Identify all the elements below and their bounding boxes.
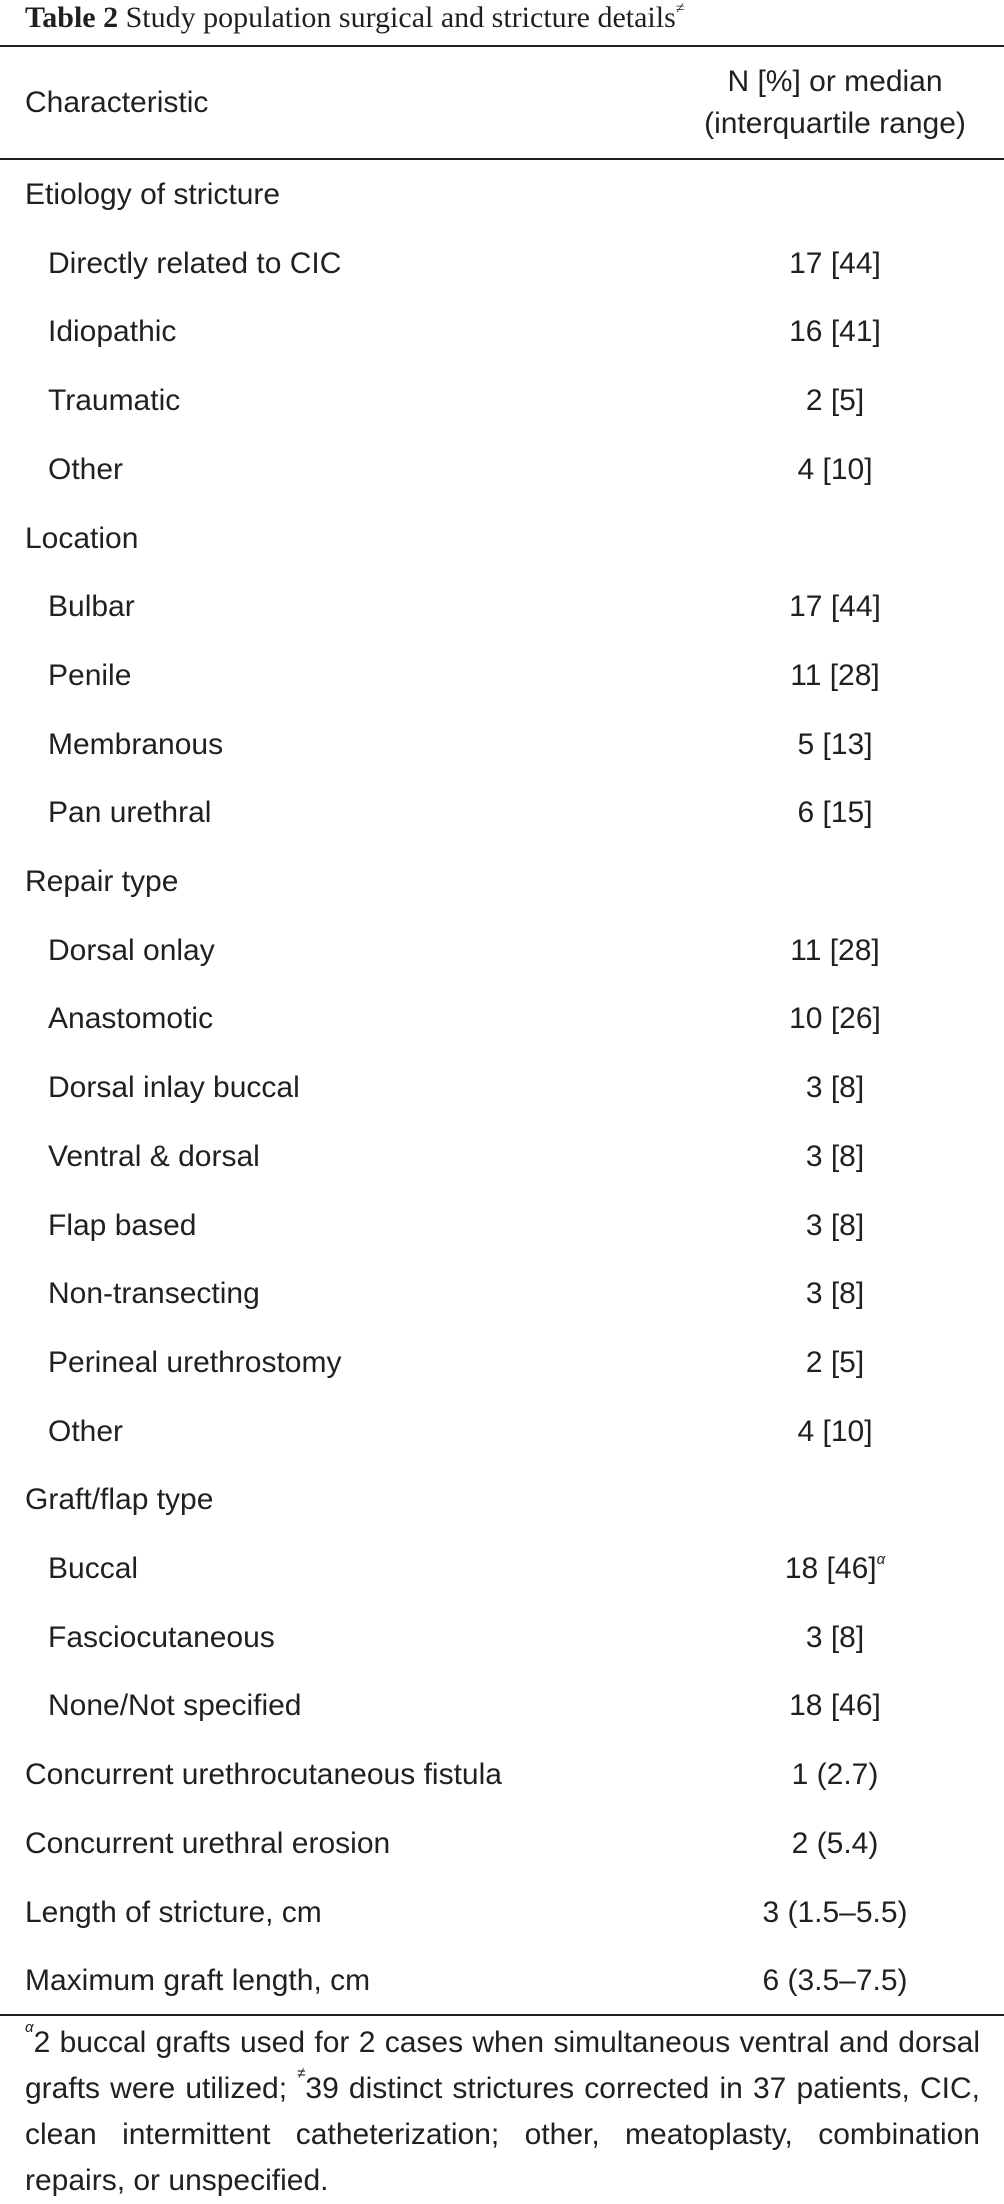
row-value <box>660 1689 1004 1723</box>
table-row <box>0 1053 1004 1121</box>
table-row <box>0 160 1004 228</box>
footnote-alpha-mark: α <box>25 2019 34 2036</box>
row-value-text: 6 (3.5–7.5) <box>762 1964 908 1998</box>
row-value-text: 3 (1.5–5.5) <box>762 1895 908 1929</box>
row-label: Perineal urethrostomy <box>48 1345 342 1379</box>
table-row <box>0 916 1004 984</box>
table-row <box>0 572 1004 640</box>
table-row <box>0 984 1004 1052</box>
footnote-alpha-text: 2 buccal grafts used for 2 cases when simultaneous ventral and dorsal grafts were utilized; <box>25 2026 980 2105</box>
row-value-text: 4 [10] <box>797 452 873 486</box>
row-value-text: 6 [15] <box>797 796 873 830</box>
row-label: Other <box>48 1414 124 1448</box>
row-value <box>660 1415 1004 1449</box>
row-value-text: 18 [46] <box>784 1552 877 1585</box>
row-value <box>660 384 1004 418</box>
table-row <box>0 1809 1004 1877</box>
row-label: Buccal <box>48 1552 139 1585</box>
table-row <box>0 366 1004 434</box>
row-value-text: 11 [28] <box>790 933 880 967</box>
table-label: Table 2 <box>25 1 119 34</box>
row-value-text: 16 [41] <box>789 315 881 349</box>
row-value <box>660 1964 1004 1998</box>
row-value-text: 3 [8] <box>805 1071 865 1105</box>
row-label: Length of stricture, cm <box>25 1895 322 1929</box>
row-value-text: 3 [8] <box>805 1139 865 1173</box>
row-value-text: 2 (5.4) <box>791 1826 879 1860</box>
table-row <box>0 1740 1004 1808</box>
row-value <box>660 453 1004 487</box>
table-row <box>0 1191 1004 1259</box>
row-value <box>660 1346 1004 1380</box>
row-value <box>660 1827 1004 1861</box>
row-label: Concurrent urethral erosion <box>25 1826 391 1860</box>
table-row <box>0 847 1004 915</box>
row-label: Repair type <box>25 865 179 898</box>
row-value <box>660 1277 1004 1311</box>
table-row <box>0 1878 1004 1946</box>
row-label: Dorsal inlay buccal <box>48 1071 300 1105</box>
table-row <box>0 1534 1004 1602</box>
table-row <box>0 435 1004 503</box>
table-header <box>0 48 1004 158</box>
top-rule <box>0 45 1004 47</box>
row-value <box>660 934 1004 968</box>
row-value <box>660 1071 1004 1105</box>
footnote-ne-text: 39 distinct strictures corrected in 37 patients, CIC, clean intermittent catheterization; other, meatoplasty, combination repairs, or unspecified. <box>25 2072 980 2197</box>
header-characteristic: Characteristic <box>25 86 209 119</box>
row-value <box>660 590 1004 624</box>
table-row <box>0 641 1004 709</box>
row-label: Graft/flap type <box>25 1483 214 1517</box>
table-footnote <box>25 2020 980 2204</box>
table-row <box>0 1122 1004 1190</box>
row-value-footnote-mark: α <box>876 1551 886 1568</box>
row-value-text: 5 [13] <box>797 727 873 761</box>
row-value <box>660 1552 1004 1586</box>
row-value-text: 1 (2.7) <box>791 1758 879 1792</box>
row-value <box>660 1758 1004 1792</box>
row-value <box>660 1621 1004 1655</box>
table-row <box>0 1671 1004 1739</box>
row-value <box>660 1140 1004 1174</box>
header-value-line2: (interquartile range) <box>704 107 966 140</box>
table-row <box>0 229 1004 297</box>
table-row <box>0 1465 1004 1533</box>
table-row <box>0 1946 1004 2014</box>
row-label: Other <box>48 452 124 486</box>
row-value <box>660 659 1004 693</box>
row-value-text: 10 [26] <box>789 1002 881 1036</box>
row-value-text: 11 [28] <box>790 658 880 692</box>
row-value <box>660 728 1004 762</box>
caption-footnote-mark: ≠ <box>675 0 685 17</box>
row-value <box>660 1002 1004 1036</box>
row-value <box>660 796 1004 830</box>
table-row <box>0 1397 1004 1465</box>
row-label: Concurrent urethrocutaneous fistula <box>25 1758 502 1792</box>
row-label: Non-transecting <box>48 1277 260 1311</box>
row-value-text: 3 [8] <box>805 1277 865 1311</box>
row-value <box>660 1896 1004 1930</box>
row-value <box>660 315 1004 349</box>
table-row <box>0 297 1004 365</box>
row-value-text: 17 [44] <box>789 246 881 280</box>
table-row <box>0 504 1004 572</box>
row-value-text: 3 [8] <box>805 1620 865 1654</box>
table-row <box>0 1603 1004 1671</box>
header-value-line1: N [%] or median <box>727 65 943 98</box>
row-value <box>660 1209 1004 1243</box>
row-label: Fasciocutaneous <box>48 1620 275 1654</box>
bottom-rule <box>0 2014 1004 2016</box>
table-row <box>0 710 1004 778</box>
row-label: Bulbar <box>48 590 135 624</box>
table-row <box>0 1328 1004 1396</box>
header-value <box>660 61 1004 145</box>
row-label: Flap based <box>48 1208 197 1242</box>
row-label: Ventral & dorsal <box>48 1139 260 1173</box>
table-row <box>0 778 1004 846</box>
row-value-text: 2 [5] <box>805 384 865 418</box>
row-label: Etiology of stricture <box>25 178 281 211</box>
row-label: Membranous <box>48 727 224 761</box>
row-label: Idiopathic <box>48 315 177 349</box>
row-value-text: 17 [44] <box>789 590 881 624</box>
row-label: Dorsal onlay <box>48 933 215 967</box>
row-label: Traumatic <box>48 384 181 418</box>
row-value <box>660 247 1004 281</box>
table-row <box>0 1259 1004 1327</box>
row-label: Location <box>25 521 139 555</box>
footnote-ne-mark: ≠ <box>297 2065 306 2082</box>
row-label: Penile <box>48 658 132 692</box>
table-caption <box>25 0 995 38</box>
row-label: None/Not specified <box>48 1689 302 1723</box>
row-label: Anastomotic <box>48 1002 214 1036</box>
row-label: Pan urethral <box>48 796 212 830</box>
row-value-text: 2 [5] <box>805 1345 865 1379</box>
row-value-text: 3 [8] <box>805 1208 865 1242</box>
row-value-text: 18 [46] <box>789 1689 881 1723</box>
row-label: Maximum graft length, cm <box>25 1964 371 1998</box>
table-title: Study population surgical and stricture details <box>125 1 676 34</box>
row-label: Directly related to CIC <box>48 246 342 280</box>
row-value-text: 4 [10] <box>797 1414 873 1448</box>
